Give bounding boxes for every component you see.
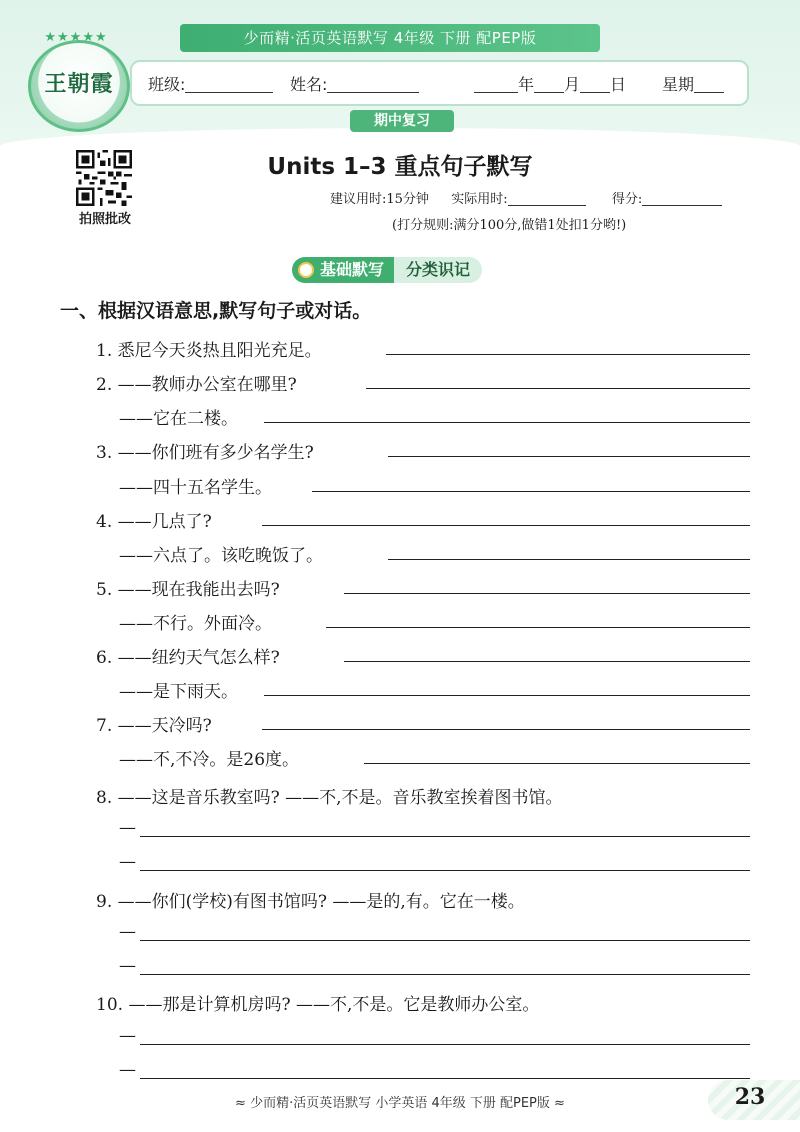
phase-tab: 期中复习 (350, 110, 454, 132)
dash-mark: — (119, 922, 136, 942)
answer-line[interactable] (140, 1044, 750, 1045)
actual-time-label: 实际用时: (451, 192, 508, 207)
answer-line[interactable] (262, 525, 750, 526)
medal-icon (298, 262, 314, 278)
question-6b: ——是下雨天。 (119, 682, 238, 702)
answer-line[interactable] (344, 661, 750, 662)
suggested-time: 建议用时:15分钟 (330, 192, 429, 207)
part-title: 一、根据汉语意思,默写句子或对话。 (60, 300, 372, 322)
question-2b: ——它在二楼。 (119, 409, 238, 429)
answer-line[interactable] (366, 388, 750, 389)
answer-line[interactable] (388, 559, 750, 560)
dash-mark: — (119, 956, 136, 976)
answer-line[interactable] (386, 354, 750, 355)
student-info-box (130, 60, 749, 106)
dash-mark: — (119, 818, 136, 838)
date-field[interactable]: 年 月 日 (474, 72, 626, 95)
dash-mark: — (119, 852, 136, 872)
answer-line[interactable] (264, 422, 750, 423)
series-title: 少而精·活页英语默写 4年级 下册 配PEP版 (180, 24, 600, 52)
qr-label: 拍照批改 (78, 212, 131, 227)
question-1: 1. 悉尼今天炎热且阳光充足。 (96, 341, 322, 361)
answer-line[interactable] (140, 836, 750, 837)
answer-line[interactable] (388, 456, 750, 457)
answer-line[interactable] (364, 763, 750, 764)
question-5a: 5. ——现在我能出去吗? (96, 580, 280, 600)
footer-text: ≈ 少而精·活页英语默写 小学英语 4年级 下册 配PEP版 ≈ (235, 1096, 565, 1111)
question-10: 10. ——那是计算机房吗? ——不,不是。它是教师办公室。 (96, 995, 540, 1015)
page-title: Units 1–3 重点句子默写 (267, 154, 533, 180)
class-field[interactable]: 班级: (148, 72, 273, 95)
answer-line[interactable] (344, 593, 750, 594)
question-7b: ——不,不冷。是26度。 (119, 750, 300, 770)
question-8: 8. ——这是音乐教室吗? ——不,不是。音乐教室挨着图书馆。 (96, 788, 563, 808)
weekday-field[interactable]: 星期 (662, 72, 724, 95)
scoring-rule: (打分规则:满分100分,做错1处扣1分哟!) (392, 218, 627, 233)
question-5b: ——不行。外面冷。 (119, 614, 272, 634)
answer-line[interactable] (140, 870, 750, 871)
section-badge: 基础默写 分类识记 (292, 256, 482, 284)
answer-line[interactable] (262, 729, 750, 730)
actual-time-field[interactable] (508, 191, 586, 206)
time-score-row (330, 188, 760, 207)
score-field[interactable] (642, 191, 722, 206)
question-9: 9. ——你们(学校)有图书馆吗? ——是的,有。它在一楼。 (96, 892, 525, 912)
question-4b: ——六点了。该吃晚饭了。 (119, 546, 323, 566)
name-field[interactable]: 姓名: (290, 72, 419, 95)
answer-line[interactable] (140, 1078, 750, 1079)
qr-code-icon[interactable] (76, 150, 132, 206)
question-4a: 4. ——几点了? (96, 512, 212, 532)
page-number: 23 (734, 1084, 766, 1110)
question-3b: ——四十五名学生。 (119, 478, 272, 498)
question-7a: 7. ——天冷吗? (96, 716, 212, 736)
question-6a: 6. ——纽约天气怎么样? (96, 648, 280, 668)
answer-line[interactable] (312, 491, 750, 492)
question-3a: 3. ——你们班有多少名学生? (96, 443, 314, 463)
answer-line[interactable] (140, 974, 750, 975)
dash-mark: — (119, 1026, 136, 1046)
question-2a: 2. ——教师办公室在哪里? (96, 375, 297, 395)
answer-line[interactable] (140, 940, 750, 941)
answer-line[interactable] (264, 695, 750, 696)
score-label: 得分: (611, 192, 643, 207)
publisher-logo (28, 40, 130, 132)
logo-text: 王朝霞 (44, 71, 114, 97)
star-icon: ★★★★★ (44, 30, 108, 45)
dash-mark: — (119, 1060, 136, 1080)
answer-line[interactable] (326, 627, 750, 628)
